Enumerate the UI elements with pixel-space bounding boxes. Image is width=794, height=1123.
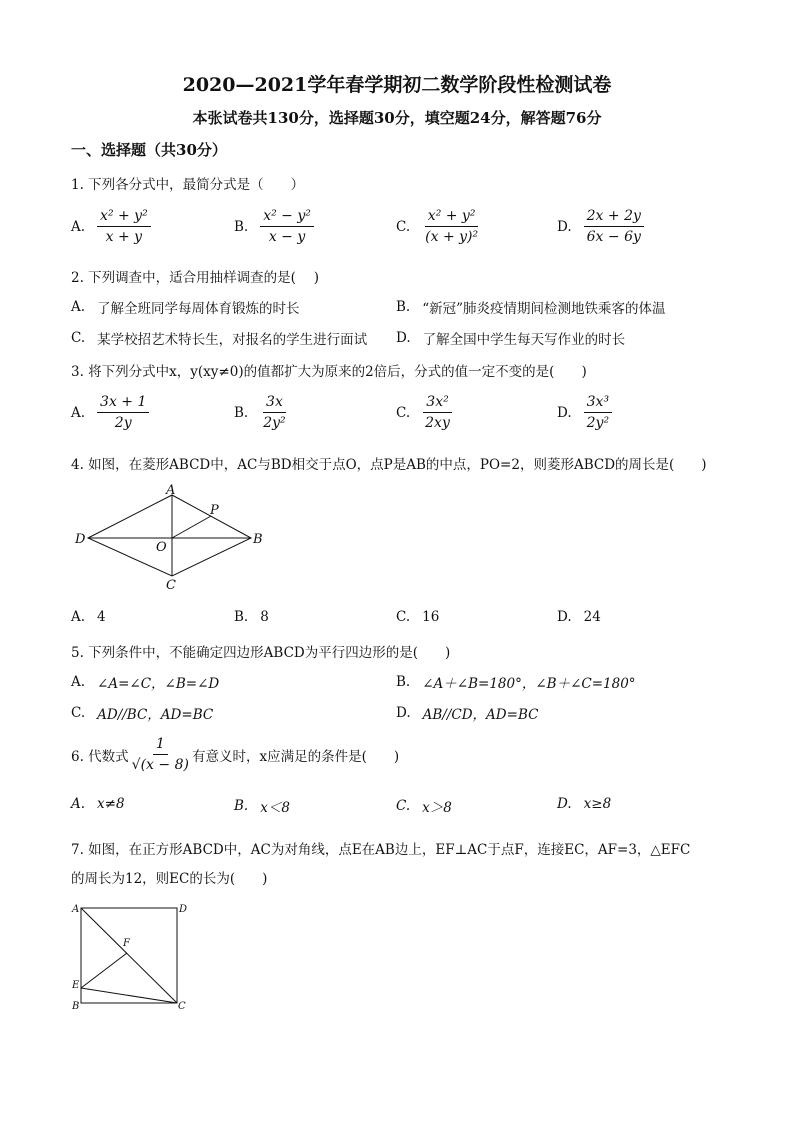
exam-title: 2020—2021学年春学期初二数学阶段性检测试卷 [182, 74, 612, 96]
fraction: $\frac{3x + 1}{2y}$ [97, 394, 149, 431]
question-3-stem: 3. 将下列分式中x，y(xy≠0)的值都扩大为原来的2倍后，分式的值一定不变的是( ) [71, 364, 587, 380]
q1-option-a[interactable]: A. $\frac{\text{x² + y²}}{x + y}$ [71, 208, 151, 245]
label-o: O [156, 540, 167, 555]
label-d: D [75, 532, 86, 547]
label-d: D [179, 904, 188, 915]
q6-option-d[interactable]: D. x≥8 [557, 796, 612, 812]
label-p: P [210, 503, 219, 518]
label-c: C [166, 578, 176, 593]
fraction: $\frac{3x}{\text{2y²}}$ [263, 394, 286, 431]
q5-option-b[interactable]: B. ∠A＋∠B=180°，∠B＋∠C=180° [396, 674, 636, 692]
label-a: A [72, 904, 80, 915]
q4-option-a[interactable]: A. 4 [71, 609, 106, 625]
question-6-stem: 6. 代数式 $\frac{1}{√(x - 8)}$ 有意义时，x应满足的条件是( ) [71, 736, 400, 773]
q1-option-c[interactable]: C. $\frac{\text{x² + y²}}{\text{(x + y)²}}$ [396, 208, 481, 245]
label-b: B [253, 532, 263, 547]
label-e: E [72, 980, 80, 991]
q5-option-d[interactable]: D. AB//CD，AD=BC [396, 705, 539, 723]
q3-option-a[interactable]: A. $\frac{3x + 1}{2y}$ [71, 394, 149, 431]
fraction: $\frac{\text{3x³}}{\text{2y²}}$ [584, 394, 612, 431]
diagonal-ac [81, 908, 177, 1003]
q6-option-b[interactable]: B. x＜8 [234, 798, 290, 816]
segment-po [172, 516, 211, 538]
q3-option-b[interactable]: B. $\frac{3x}{\text{2y²}}$ [234, 394, 289, 431]
question-4-stem: 4. 如图，在菱形ABCD中，AC与BD相交于点O，点P是AB的中点，PO=2，则菱形ABCD的周长是( ) [71, 457, 707, 473]
label-b: B [72, 1001, 80, 1012]
question-7-stem-line1: 7. 如图，在正方形ABCD中，AC为对角线，点E在AB边上，EF⊥AC于点F，连接EC，AF=3，△EFC [71, 842, 691, 858]
q6-option-a[interactable]: A. x≠8 [71, 796, 125, 812]
q2-option-b[interactable]: B. “新冠”肺炎疫情期间检测地铁乘客的体温 [396, 299, 666, 317]
label-c: C [178, 1001, 186, 1012]
q5-option-c[interactable]: C. AD//BC，AD=BC [71, 705, 214, 723]
q5-option-a[interactable]: A. ∠A=∠C，∠B=∠D [71, 674, 220, 692]
question-2-stem: 2. 下列调查中，适合用抽样调查的是( ) [71, 270, 319, 286]
q3-option-c[interactable]: C. $\frac{\text{3x²}}{2xy}$ [396, 394, 453, 431]
q2-option-d[interactable]: D. 了解全国中学生每天写作业的时长 [396, 330, 626, 348]
rhombus-outline [88, 495, 251, 576]
fraction: $\frac{1}{√(x - 8)}$ [131, 736, 189, 773]
q4-option-b[interactable]: B. 8 [234, 609, 269, 625]
question-1-stem: 1. 下列各分式中，最简分式是（ ） [71, 177, 305, 193]
q3-option-d[interactable]: D. $\frac{\text{3x³}}{\text{2y²}}$ [557, 394, 612, 431]
fraction: $\frac{2x + 2y}{6x - 6y}$ [584, 208, 644, 245]
q2-option-a[interactable]: A. 了解全班同学每周体育锻炼的时长 [71, 299, 300, 317]
q1-option-b[interactable]: B. $\frac{\text{x² − y²}}{x - y}$ [234, 208, 314, 245]
fraction: $\frac{\text{3x²}}{2xy}$ [425, 394, 450, 431]
square-figure [68, 898, 198, 1013]
segment-ef [81, 953, 127, 988]
fraction: $\frac{\text{x² + y²}}{\text{(x + y)²}}$ [425, 208, 479, 245]
segment-ec [81, 988, 177, 1003]
section-heading: 一、选择题（共30分） [71, 141, 227, 159]
fraction: $\frac{\text{x² − y²}}{x - y}$ [260, 208, 314, 245]
label-f: F [123, 938, 130, 949]
q1-option-d[interactable]: D. $\frac{2x + 2y}{6x - 6y}$ [557, 208, 644, 245]
q6-option-c[interactable]: C. x＞8 [396, 798, 452, 816]
fraction: $\frac{\text{x² + y²}}{x + y}$ [97, 208, 151, 245]
label-a: A [166, 484, 176, 498]
q2-option-c[interactable]: C. 某学校招艺术特长生，对报名的学生进行面试 [71, 330, 368, 348]
question-5-stem: 5. 下列条件中，不能确定四边形ABCD为平行四边形的是( ) [71, 645, 451, 661]
q4-option-d[interactable]: D. 24 [557, 609, 601, 625]
exam-subtitle: 本张试卷共130分，选择题30分，填空题24分，解答题76分 [192, 109, 602, 127]
rhombus-figure [70, 484, 270, 594]
question-7-stem-line2: 的周长为12，则EC的长为( ) [71, 871, 268, 887]
q4-option-c[interactable]: C. 16 [396, 609, 440, 625]
